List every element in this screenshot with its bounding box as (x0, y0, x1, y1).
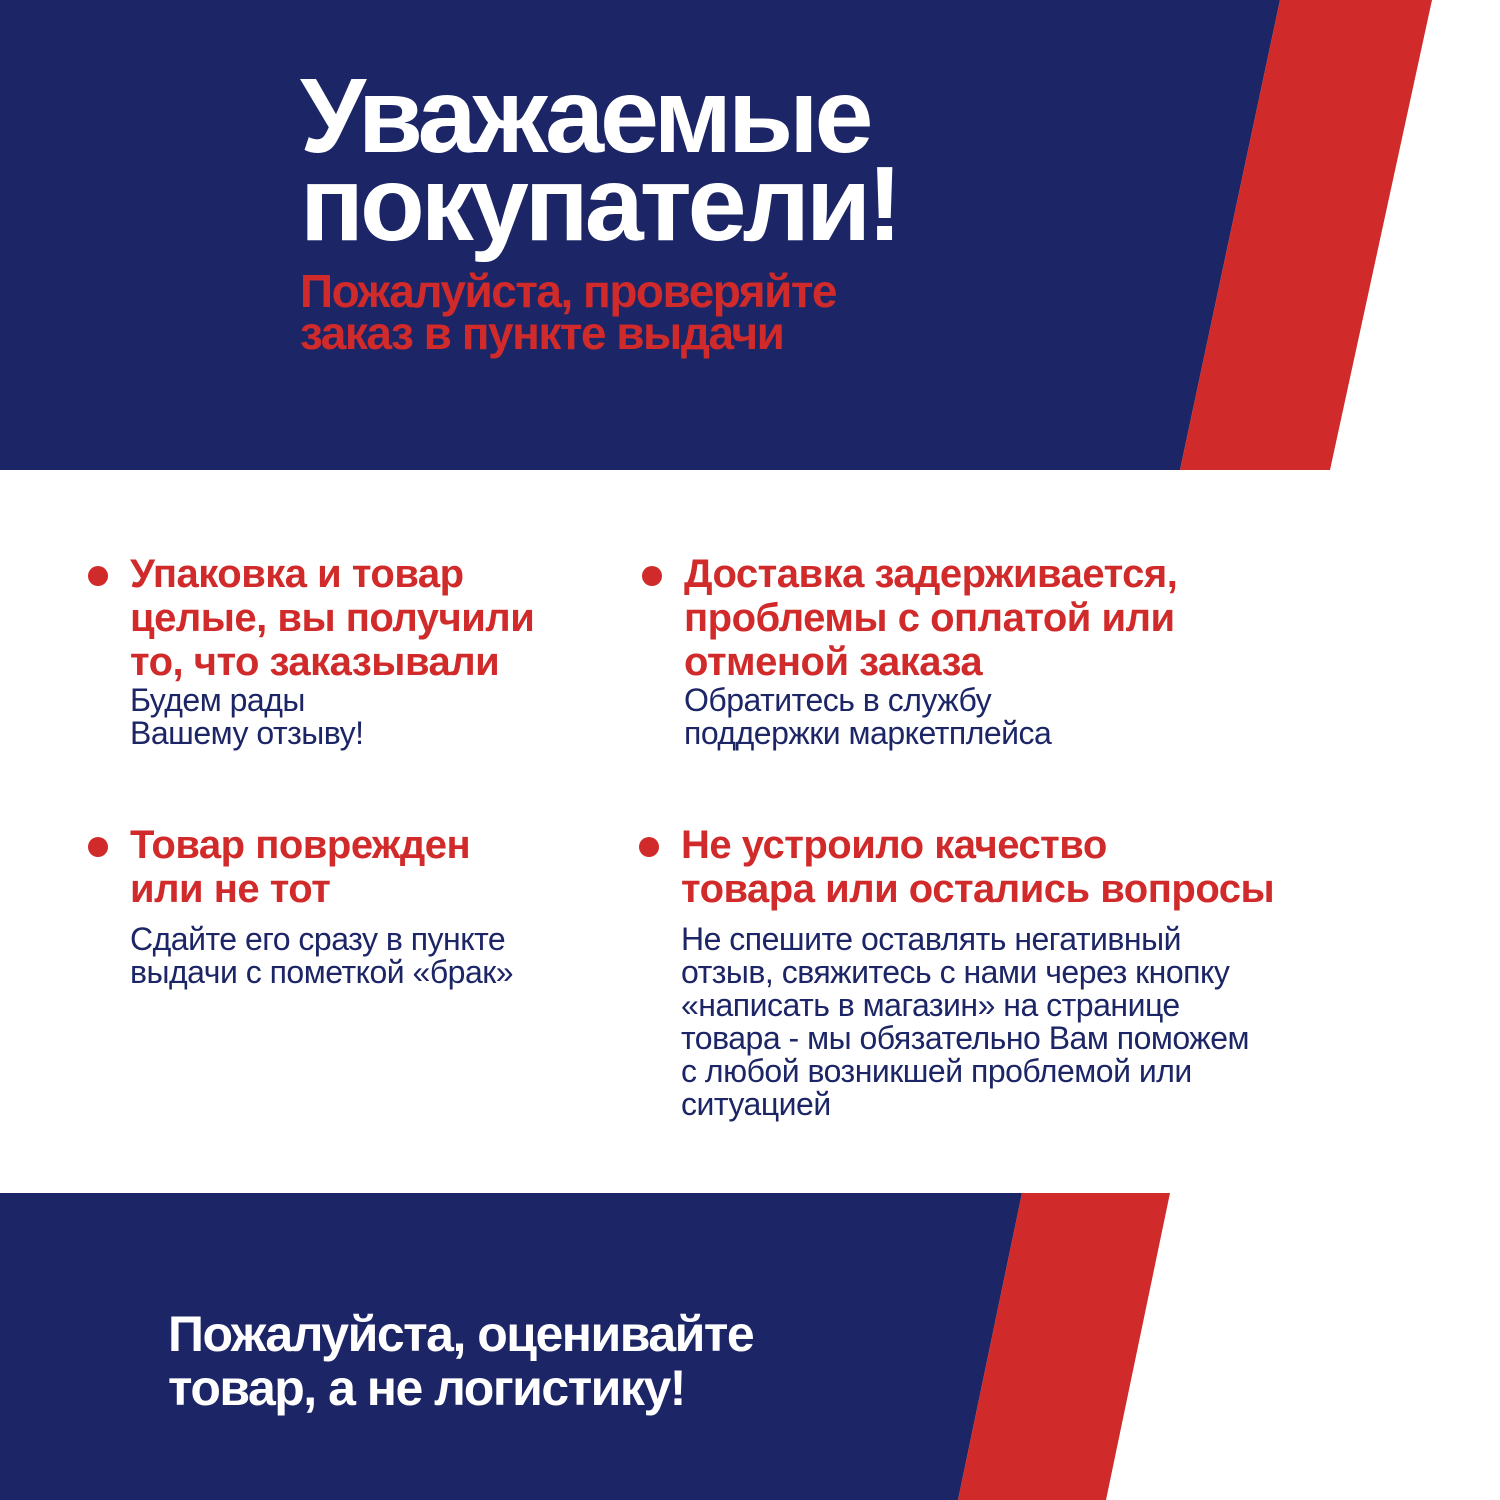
bullet-dot-icon (88, 837, 108, 857)
text-line: выдачи с пометкой «брак» (130, 954, 514, 990)
page-subtitle (300, 265, 1160, 359)
text-line: товара - мы обязательно Вам поможем (681, 1020, 1249, 1056)
item-text (681, 923, 1361, 1121)
subtitle-line: заказ в пункте выдачи (300, 307, 784, 359)
subtitle-line: Пожалуйста, проверяйте (300, 265, 837, 317)
item-text (130, 684, 590, 750)
heading-line: или не тот (130, 867, 331, 911)
text-line: Сдайте его сразу в пункте (130, 921, 506, 957)
bullet-dot-icon (88, 566, 108, 586)
footer-line: Пожалуйста, оценивайте (168, 1306, 754, 1362)
text-line: Будем рады (130, 682, 305, 718)
heading-line: отменой заказа (684, 640, 983, 684)
item-heading (130, 823, 600, 911)
text-line: отзыв, свяжитесь с нами через кнопку (681, 954, 1230, 990)
text-line: ситуацией (681, 1086, 831, 1122)
heading-line: товара или остались вопросы (681, 867, 1275, 911)
title-line: покупатели! (300, 145, 899, 263)
heading-line: Не устроило качество (681, 823, 1107, 867)
text-line: «написать в магазин» на странице (681, 987, 1180, 1023)
item-heading (684, 552, 1284, 684)
text-line: с любой возникшей проблемой или (681, 1053, 1192, 1089)
heading-line: то, что заказывали (130, 640, 500, 684)
text-line: Обратитесь в службу (684, 682, 992, 718)
header-block (300, 57, 1160, 359)
item-text (130, 923, 600, 989)
item-text (684, 684, 1284, 750)
info-item-quality-questions (681, 823, 1361, 1121)
page-title (300, 57, 1160, 263)
text-line: поддержки маркетплейса (684, 715, 1052, 751)
heading-line: Товар поврежден (130, 823, 471, 867)
info-item-damaged-product (130, 823, 600, 989)
heading-line: целые, вы получили (130, 596, 535, 640)
heading-line: проблемы с оплатой или (684, 596, 1175, 640)
heading-line: Упаковка и товар (130, 552, 464, 596)
info-item-delivery-issues (684, 552, 1284, 750)
bullet-dot-icon (639, 837, 659, 857)
heading-line: Доставка задерживается, (684, 552, 1178, 596)
text-line: Не спешите оставлять негативный (681, 921, 1181, 957)
title-line: Уважаемые (300, 57, 870, 175)
info-item-intact-order (130, 552, 590, 750)
bullet-dot-icon (642, 566, 662, 586)
footer-message (168, 1307, 968, 1415)
footer-line: товар, а не логистику! (168, 1360, 685, 1416)
text-line: Вашему отзыву! (130, 715, 364, 751)
item-heading (130, 552, 590, 684)
item-heading (681, 823, 1361, 911)
